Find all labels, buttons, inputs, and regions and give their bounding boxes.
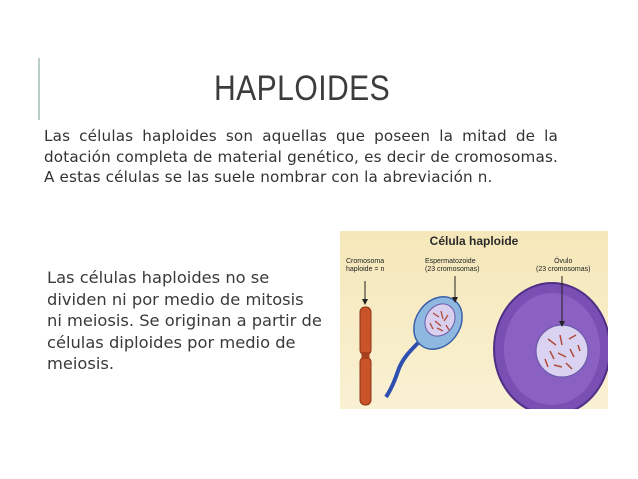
chromosome-label: Cromosoma haploide = n xyxy=(346,258,385,273)
body-paragraph: Las células haploides no se dividen ni por medio de mitosis ni meiosis. Se originan a partir de células diploides por medio de meiosis. xyxy=(47,268,322,373)
accent-line xyxy=(38,58,40,120)
sperm-label: Espermatozoide (23 cromosomas) xyxy=(425,258,480,273)
chromosome-shape xyxy=(360,307,371,405)
figure-title: Célula haploide xyxy=(429,234,519,248)
intro-paragraph: Las células haploides son aquellas que poseen la mitad de la dotación completa de material genético, es decir de cromosomas. A estas células se las suele nombrar con la abreviación n. xyxy=(44,127,558,186)
ovum-label: Óvulo (23 cromosomas) xyxy=(536,258,591,273)
ovum-shape xyxy=(494,283,608,409)
sperm-shape xyxy=(386,287,472,397)
haploid-cell-figure xyxy=(340,231,608,409)
slide-title: HAPLOIDES xyxy=(214,69,391,108)
